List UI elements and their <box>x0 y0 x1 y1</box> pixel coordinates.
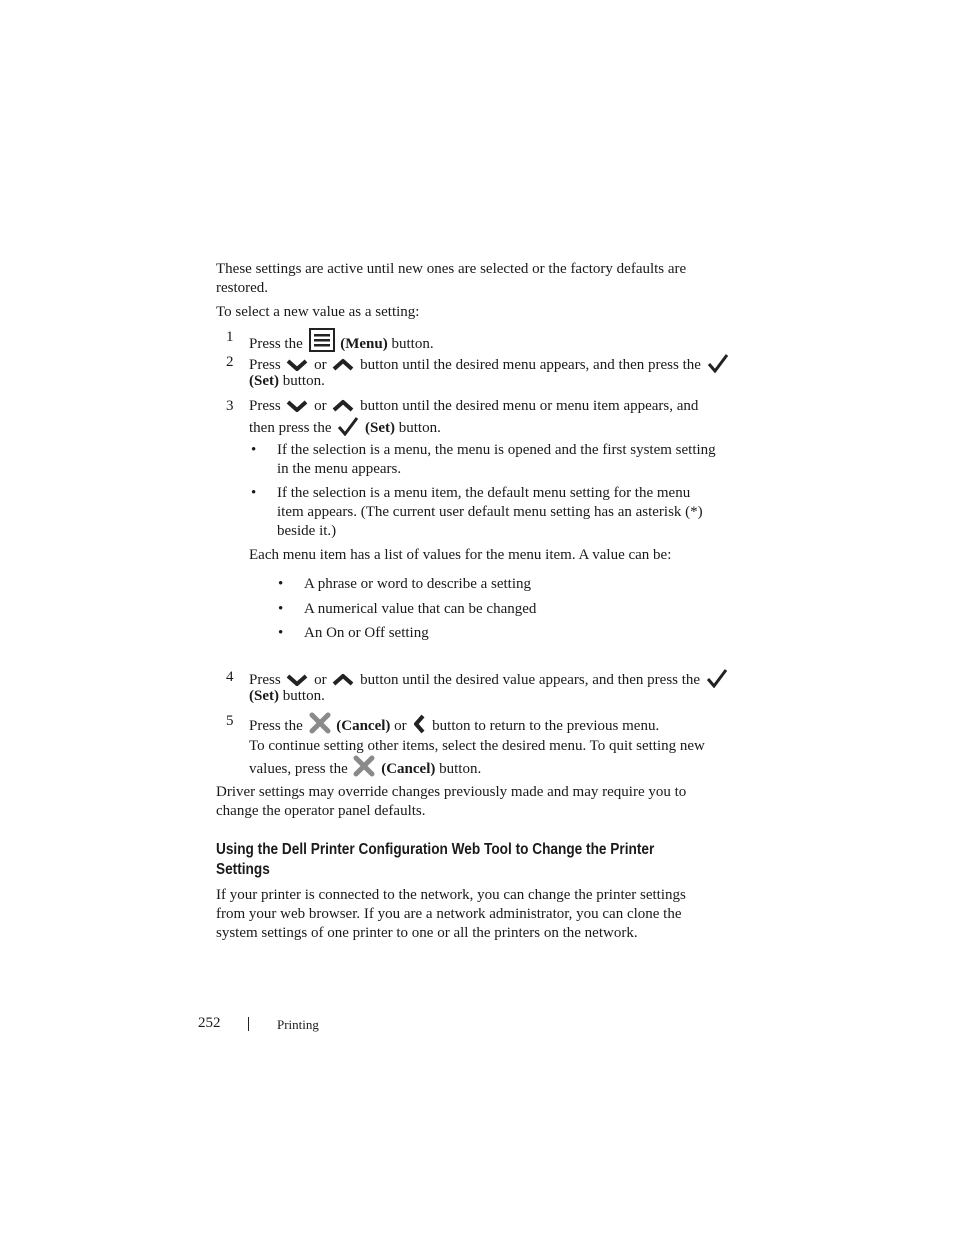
step-5-continue-text-b: button. <box>439 761 482 777</box>
step-5-continue-text-a: values, press the <box>249 761 348 777</box>
set-label: (Set) <box>249 373 279 389</box>
bullet-mark: • <box>251 442 257 458</box>
step-3-text-b: button until the desired menu or menu item appears, and <box>360 398 699 414</box>
step-2-text-c: button. <box>282 373 325 389</box>
step-2-or: or <box>314 357 327 373</box>
section-heading <box>216 840 656 880</box>
step-3-bullet-2-line-1: If the selection is a menu item, the default menu setting for the menu <box>277 485 691 501</box>
step-4-text-c: button. <box>282 688 325 704</box>
bullet-mark: • <box>278 576 284 592</box>
checkmark-icon <box>707 353 729 379</box>
value-item: A numerical value that can be changed <box>304 601 537 617</box>
step-4-text-b: button until the desired value appears, and then press the <box>360 672 701 688</box>
step-1-text-b: button. <box>391 336 434 352</box>
step-5-number: 5 <box>226 713 234 729</box>
step-4-number: 4 <box>226 669 234 685</box>
step-3-line-2 <box>249 416 441 442</box>
step-2-text-b: button until the desired menu appears, and then press the <box>360 357 701 373</box>
step-2-text-a: Press <box>249 357 281 373</box>
step-3-bullet-1-line-1: If the selection is a menu, the menu is opened and the first system setting <box>277 442 716 458</box>
cancel-label: (Cancel) <box>336 718 391 734</box>
step-4-text-a: Press <box>249 672 281 688</box>
cancel-x-icon <box>309 712 331 740</box>
section-paragraph-line-3: system settings of one printer to one or all the printers on the network. <box>216 925 638 941</box>
section-heading-line-2: Settings <box>216 861 270 878</box>
step-3-or: or <box>314 398 327 414</box>
set-label: (Set) <box>364 420 395 436</box>
step-3-bullet-1-line-2: in the menu appears. <box>277 461 402 477</box>
page-number: 252 <box>198 1015 221 1031</box>
chevron-up-icon <box>332 672 354 694</box>
cancel-label: (Cancel) <box>381 761 436 777</box>
step-3-text-c: then press the <box>249 420 332 436</box>
footer-divider <box>248 1017 249 1031</box>
step-3-bullet-2-line-2: item appears. (The current user default menu setting has an asterisk (*) <box>277 504 703 520</box>
chevron-up-icon <box>332 357 354 379</box>
cancel-x-icon <box>353 755 375 783</box>
step-5-text-b: button to return to the previous menu. <box>432 718 660 734</box>
step-5-line-1 <box>249 712 659 740</box>
bullet-mark: • <box>251 485 257 501</box>
checkmark-icon <box>706 668 728 694</box>
select-prompt: To select a new value as a setting: <box>216 304 420 320</box>
section-paragraph-line-1: If your printer is connected to the network, you can change the printer settings <box>216 887 686 903</box>
intro-line-1: These settings are active until new ones are selected or the factory defaults are <box>216 261 687 277</box>
menu-label: (Menu) <box>340 336 388 352</box>
step-1-number: 1 <box>226 329 234 345</box>
step-4-line-2 <box>249 687 325 706</box>
step-2-line-2 <box>249 372 325 391</box>
step-5-or: or <box>394 718 407 734</box>
bullet-mark: • <box>278 625 284 641</box>
checkmark-icon <box>337 416 359 442</box>
values-intro: Each menu item has a list of values for the menu item. A value can be: <box>249 547 672 563</box>
step-5-text-a: Press the <box>249 718 303 734</box>
step-4-or: or <box>314 672 327 688</box>
step-5-continue-line-1: To continue setting other items, select the desired menu. To quit setting new <box>249 738 705 754</box>
value-item: An On or Off setting <box>304 625 429 641</box>
step-3-number: 3 <box>226 398 234 414</box>
section-heading-line-1: Using the Dell Printer Configuration Web Tool to Change the Printer <box>216 841 655 858</box>
set-label: (Set) <box>249 688 279 704</box>
section-paragraph-line-2: from your web browser. If you are a network administrator, you can clone the <box>216 906 682 922</box>
intro-line-2: restored. <box>216 280 269 296</box>
footer-section-name: Printing <box>277 1017 319 1032</box>
step-2-number: 2 <box>226 354 234 370</box>
step-3-bullet-2-line-3: beside it.) <box>277 523 337 539</box>
step-3-text-a: Press <box>249 398 281 414</box>
driver-note-line-1: Driver settings may override changes previously made and may require you to <box>216 784 687 800</box>
step-1-text-a: Press the <box>249 336 303 352</box>
driver-note-line-2: change the operator panel defaults. <box>216 803 426 819</box>
step-5-continue-line-2 <box>249 755 481 783</box>
step-3-text-d: button. <box>398 420 441 436</box>
value-item: A phrase or word to describe a setting <box>304 576 532 592</box>
bullet-mark: • <box>278 601 284 617</box>
